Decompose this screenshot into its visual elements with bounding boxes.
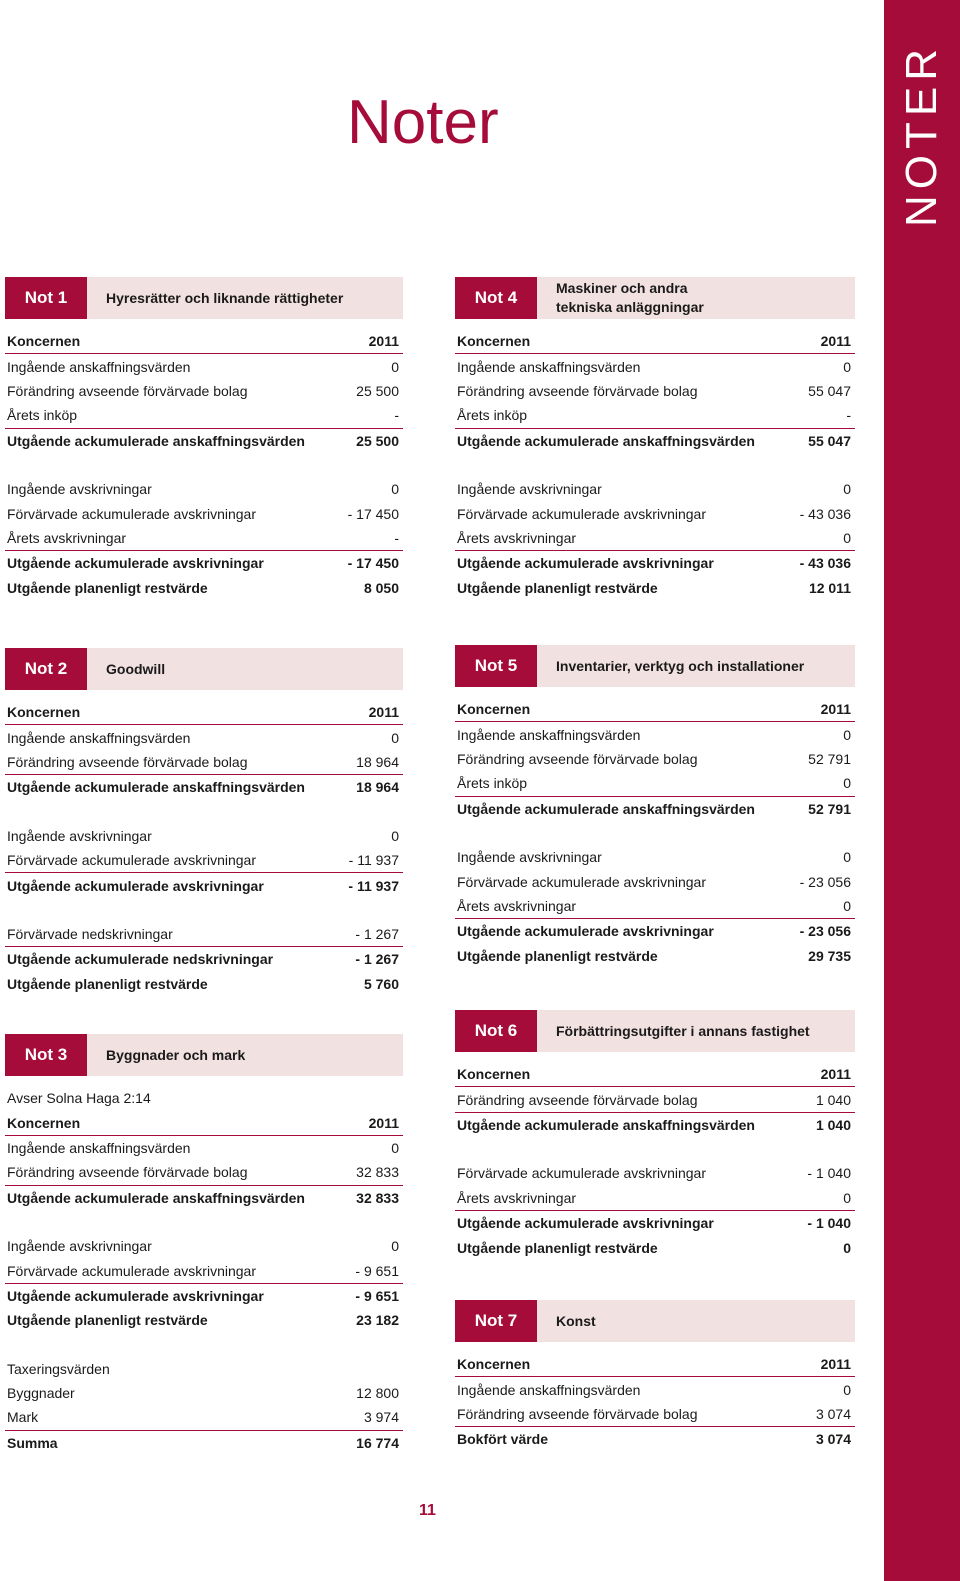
- table-row: Utgående planenligt restvärde 5 760: [7, 975, 399, 992]
- note-title: Hyresrätter och liknande rättigheter: [106, 289, 344, 306]
- note-3: [5, 1034, 403, 1455]
- table-row: Ingående avskrivningar 0: [7, 481, 399, 498]
- table-row: Utgående ackumulerade anskaffningsvärden 55 047: [455, 428, 855, 453]
- table-row: Förvärvade ackumulerade avskrivningar - 17 450: [7, 505, 399, 522]
- table-row: Byggnader 12 800: [7, 1385, 399, 1402]
- table-row: Utgående ackumulerade avskrivningar - 17 450: [5, 550, 403, 575]
- note-2: [5, 648, 403, 996]
- table-row: Utgående ackumulerade avskrivningar - 9 651: [5, 1283, 403, 1308]
- table-row: Ingående anskaffningsvärden 0: [7, 358, 399, 375]
- table-row: Koncernen 2011: [5, 1110, 403, 1135]
- note-header: [455, 645, 855, 687]
- table-row: Förvärvade ackumulerade avskrivningar - 11 937: [7, 852, 399, 869]
- table-row: Taxeringsvärden: [7, 1360, 110, 1377]
- table-row: Utgående planenligt restvärde 29 735: [457, 947, 851, 964]
- page-number: 11: [419, 1502, 436, 1519]
- table-row: Årets inköp -: [457, 407, 851, 424]
- table-row: Ingående anskaffningsvärden 0: [457, 726, 851, 743]
- table-row: Koncernen 2011: [455, 697, 855, 722]
- note-header: [5, 1034, 403, 1076]
- table-row: Förvärvade ackumulerade avskrivningar - 43 036: [457, 505, 851, 522]
- table-row: Utgående ackumulerade avskrivningar - 23 056: [455, 918, 855, 943]
- note-title: Konst: [556, 1312, 596, 1329]
- table-row: Ingående avskrivningar 0: [457, 849, 851, 866]
- table-row: Årets avskrivningar -: [7, 529, 399, 546]
- note-7: [455, 1300, 855, 1452]
- table-row: Koncernen 2011: [455, 329, 855, 354]
- table-row: Årets inköp 0: [457, 775, 851, 792]
- note-title: Goodwill: [106, 660, 166, 677]
- table-row: Koncernen 2011: [455, 1352, 855, 1377]
- side-band: [884, 0, 960, 1581]
- note-tag: Not 7: [455, 1300, 537, 1342]
- table-row: Mark 3 974: [7, 1409, 399, 1426]
- side-label: NOTER: [897, 43, 946, 227]
- note-title: Förbättringsutgifter i annans fastighet: [556, 1022, 810, 1039]
- table-row: Utgående ackumulerade avskrivningar - 11 937: [5, 872, 403, 897]
- table-row: Förändring avseende förvärvade bolag 52 791: [457, 750, 851, 767]
- note-title: Maskiner och andra tekniska anläggningar: [556, 280, 704, 315]
- table-row: Koncernen 2011: [5, 329, 403, 354]
- table-row: Utgående ackumulerade anskaffningsvärden 1 040: [455, 1112, 855, 1137]
- note-6: [455, 1010, 855, 1260]
- table-row: Utgående ackumulerade avskrivningar - 43 036: [455, 550, 855, 575]
- note-title: Inventarier, verktyg och installationer: [556, 657, 805, 674]
- table-row: Förändring avseende förvärvade bolag 18 964: [7, 753, 399, 770]
- table-row: Koncernen 2011: [5, 700, 403, 725]
- table-row: Ingående avskrivningar 0: [7, 827, 399, 844]
- note-1: [5, 277, 403, 600]
- note-tag: Not 5: [455, 645, 537, 687]
- table-row: Utgående ackumulerade anskaffningsvärden 32 833: [5, 1185, 403, 1210]
- table-row: Ingående avskrivningar 0: [457, 481, 851, 498]
- table-row: Bokfört värde 3 074: [455, 1426, 855, 1451]
- table-row: Utgående planenligt restvärde 8 050: [7, 579, 399, 596]
- table-row: Utgående ackumulerade anskaffningsvärden 52 791: [455, 796, 855, 821]
- note-tag: Not 4: [455, 277, 537, 319]
- page-title: Noter: [347, 88, 499, 157]
- table-row: Utgående ackumulerade anskaffningsvärden 18 964: [5, 774, 403, 799]
- table-row: Utgående planenligt restvärde 0: [457, 1239, 851, 1256]
- table-row: Förvärvade ackumulerade avskrivningar - 23 056: [457, 873, 851, 890]
- table-row: Utgående planenligt restvärde 23 182: [7, 1312, 399, 1329]
- table-row: Förvärvade ackumulerade avskrivningar - 9 651: [7, 1262, 399, 1279]
- table-row: Årets avskrivningar 0: [457, 1189, 851, 1206]
- table-row: Utgående planenligt restvärde 12 011: [457, 579, 851, 596]
- note-5: [455, 645, 855, 968]
- table-row: Årets avskrivningar 0: [457, 529, 851, 546]
- table-row: Ingående anskaffningsvärden 0: [7, 1139, 399, 1156]
- table-row: Förvärvade nedskrivningar - 1 267: [7, 925, 399, 942]
- note-header: [5, 277, 403, 319]
- table-row: Förvärvade ackumulerade avskrivningar - 1 040: [457, 1165, 851, 1182]
- table-row: Förändring avseende förvärvade bolag 32 833: [7, 1164, 399, 1181]
- table-row: Förändring avseende förvärvade bolag 25 500: [7, 382, 399, 399]
- note-header: [455, 1300, 855, 1342]
- note-tag: Not 3: [5, 1034, 87, 1076]
- table-row: Ingående anskaffningsvärden 0: [457, 358, 851, 375]
- note-header: [455, 277, 855, 319]
- table-row: Förändring avseende förvärvade bolag 55 047: [457, 382, 851, 399]
- table-row: Koncernen 2011: [455, 1062, 855, 1087]
- table-row: Årets inköp -: [7, 407, 399, 424]
- table-row: Ingående anskaffningsvärden 0: [7, 729, 399, 746]
- note-4: [455, 277, 855, 600]
- note-tag: Not 6: [455, 1010, 537, 1052]
- table-row: Förändring avseende förvärvade bolag 3 074: [457, 1405, 851, 1422]
- note-tag: Not 1: [5, 277, 87, 319]
- note-header: [455, 1010, 855, 1052]
- table-row: Avser Solna Haga 2:14: [7, 1090, 151, 1107]
- note-title: Byggnader och mark: [106, 1046, 246, 1063]
- table-row: Årets avskrivningar 0: [457, 897, 851, 914]
- table-row: Förändring avseende förvärvade bolag 1 040: [457, 1091, 851, 1108]
- table-row: Ingående anskaffningsvärden 0: [457, 1381, 851, 1398]
- table-row: Utgående ackumulerade anskaffningsvärden 25 500: [5, 428, 403, 453]
- table-row: Summa 16 774: [5, 1430, 403, 1455]
- table-row: Utgående ackumulerade nedskrivningar - 1 267: [5, 946, 403, 971]
- note-header: [5, 648, 403, 690]
- note-tag: Not 2: [5, 648, 87, 690]
- table-row: Utgående ackumulerade avskrivningar - 1 040: [455, 1210, 855, 1235]
- table-row: Ingående avskrivningar 0: [7, 1238, 399, 1255]
